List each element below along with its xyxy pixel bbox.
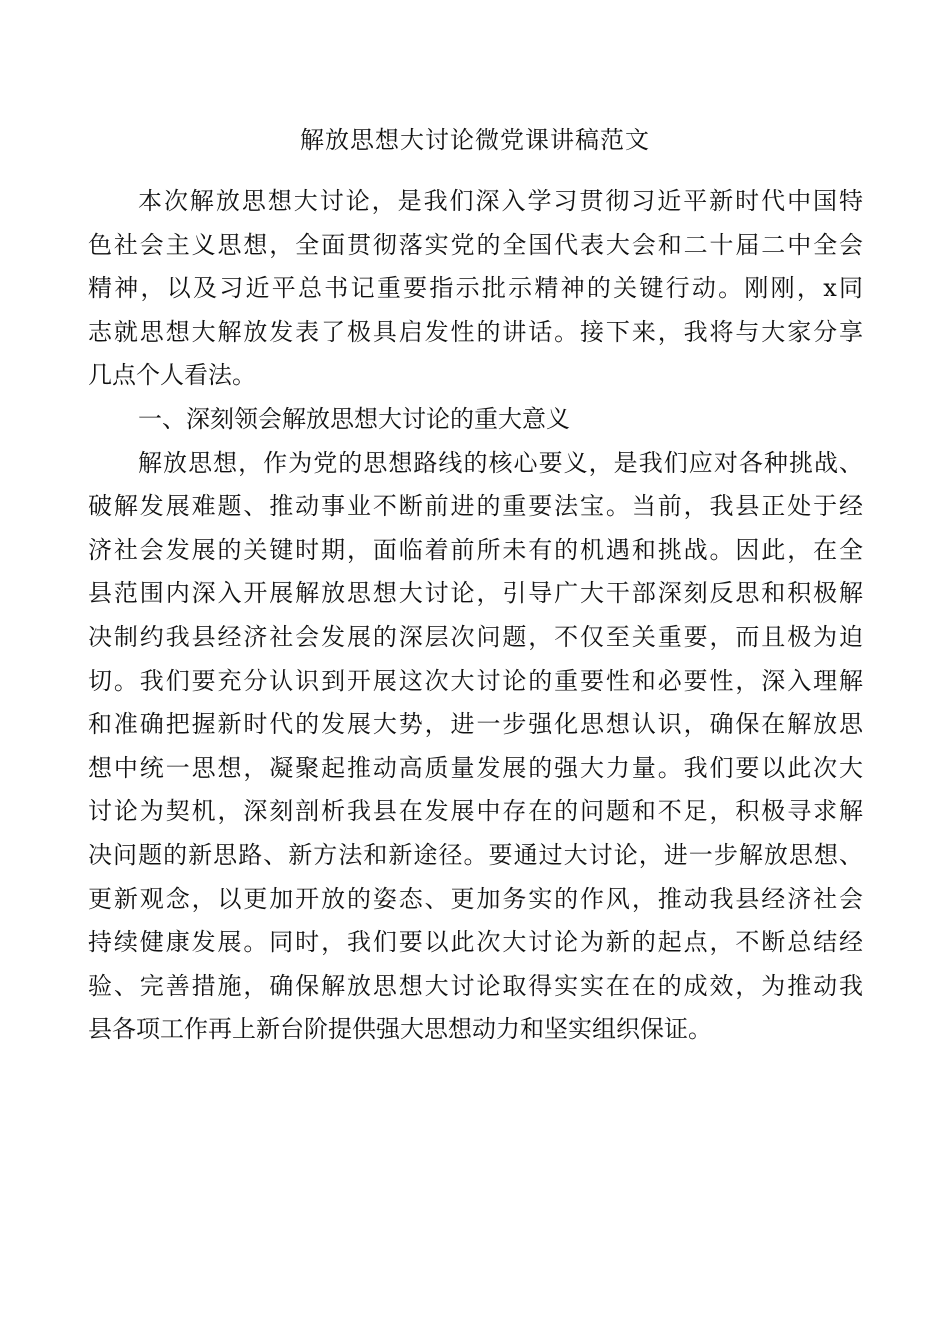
paragraph-2-line-14: 县各项工作再上新台阶提供强大思想动力和坚实组织保证。 (88, 1015, 712, 1044)
paragraph-2-line-6: 切。我们要充分认识到开展这次大讨论的重要性和必要性，深入理解 (88, 666, 863, 695)
paragraph-2-line-8: 想中统一思想，凝聚起推动高质量发展的强大力量。我们要以此次大 (88, 753, 863, 782)
paragraph-2-line-3: 济社会发展的关键时期，面临着前所未有的机遇和挑战。因此，在全 (88, 535, 863, 564)
section-heading: 一、深刻领会解放思想大讨论的重大意义 (138, 404, 570, 433)
document-title: 解放思想大讨论微党课讲稿范文 (300, 126, 650, 154)
paragraph-1-line-1: 本次解放思想大讨论，是我们深入学习贯彻习近平新时代中国特 (138, 187, 863, 215)
paragraph-2-line-1: 解放思想，作为党的思想路线的核心要义，是我们应对各种挑战、 (138, 448, 863, 477)
paragraph-2-line-13: 验、完善措施，确保解放思想大讨论取得实实在在的成效，为推动我 (88, 971, 863, 1000)
paragraph-1-line-4: 志就思想大解放发表了极具启发性的讲话。接下来，我将与大家分享 (88, 317, 863, 346)
document-body (88, 180, 863, 1052)
paragraph-2-line-10: 决问题的新思路、新方法和新途径。要通过大讨论，进一步解放思想、 (88, 840, 863, 869)
paragraph-2-line-12: 持续健康发展。同时，我们要以此次大讨论为新的起点，不断总结经 (88, 928, 863, 957)
paragraph-1-line-3: 精神，以及习近平总书记重要指示批示精神的关键行动。刚刚，x同 (88, 274, 863, 303)
paragraph-2-line-4: 县范围内深入开展解放思想大讨论，引导广大干部深刻反思和积极解 (88, 579, 863, 608)
paragraph-2-line-11: 更新观念，以更加开放的姿态、更加务实的作风，推动我县经济社会 (88, 884, 863, 913)
paragraph-2-line-5: 决制约我县经济社会发展的深层次问题，不仅至关重要，而且极为迫 (88, 622, 863, 651)
paragraph-2-line-2: 破解发展难题、推动事业不断前进的重要法宝。当前，我县正处于经 (88, 492, 863, 521)
paragraph-2-line-9: 讨论为契机，深刻剖析我县在发展中存在的问题和不足，积极寻求解 (88, 797, 863, 826)
paragraph-1-line-2: 色社会主义思想，全面贯彻落实党的全国代表大会和二十届二中全会 (88, 230, 863, 259)
paragraph-2-line-7: 和准确把握新时代的发展大势，进一步强化思想认识，确保在解放思 (88, 710, 863, 739)
paragraph-1-line-5: 几点个人看法。 (88, 361, 256, 390)
